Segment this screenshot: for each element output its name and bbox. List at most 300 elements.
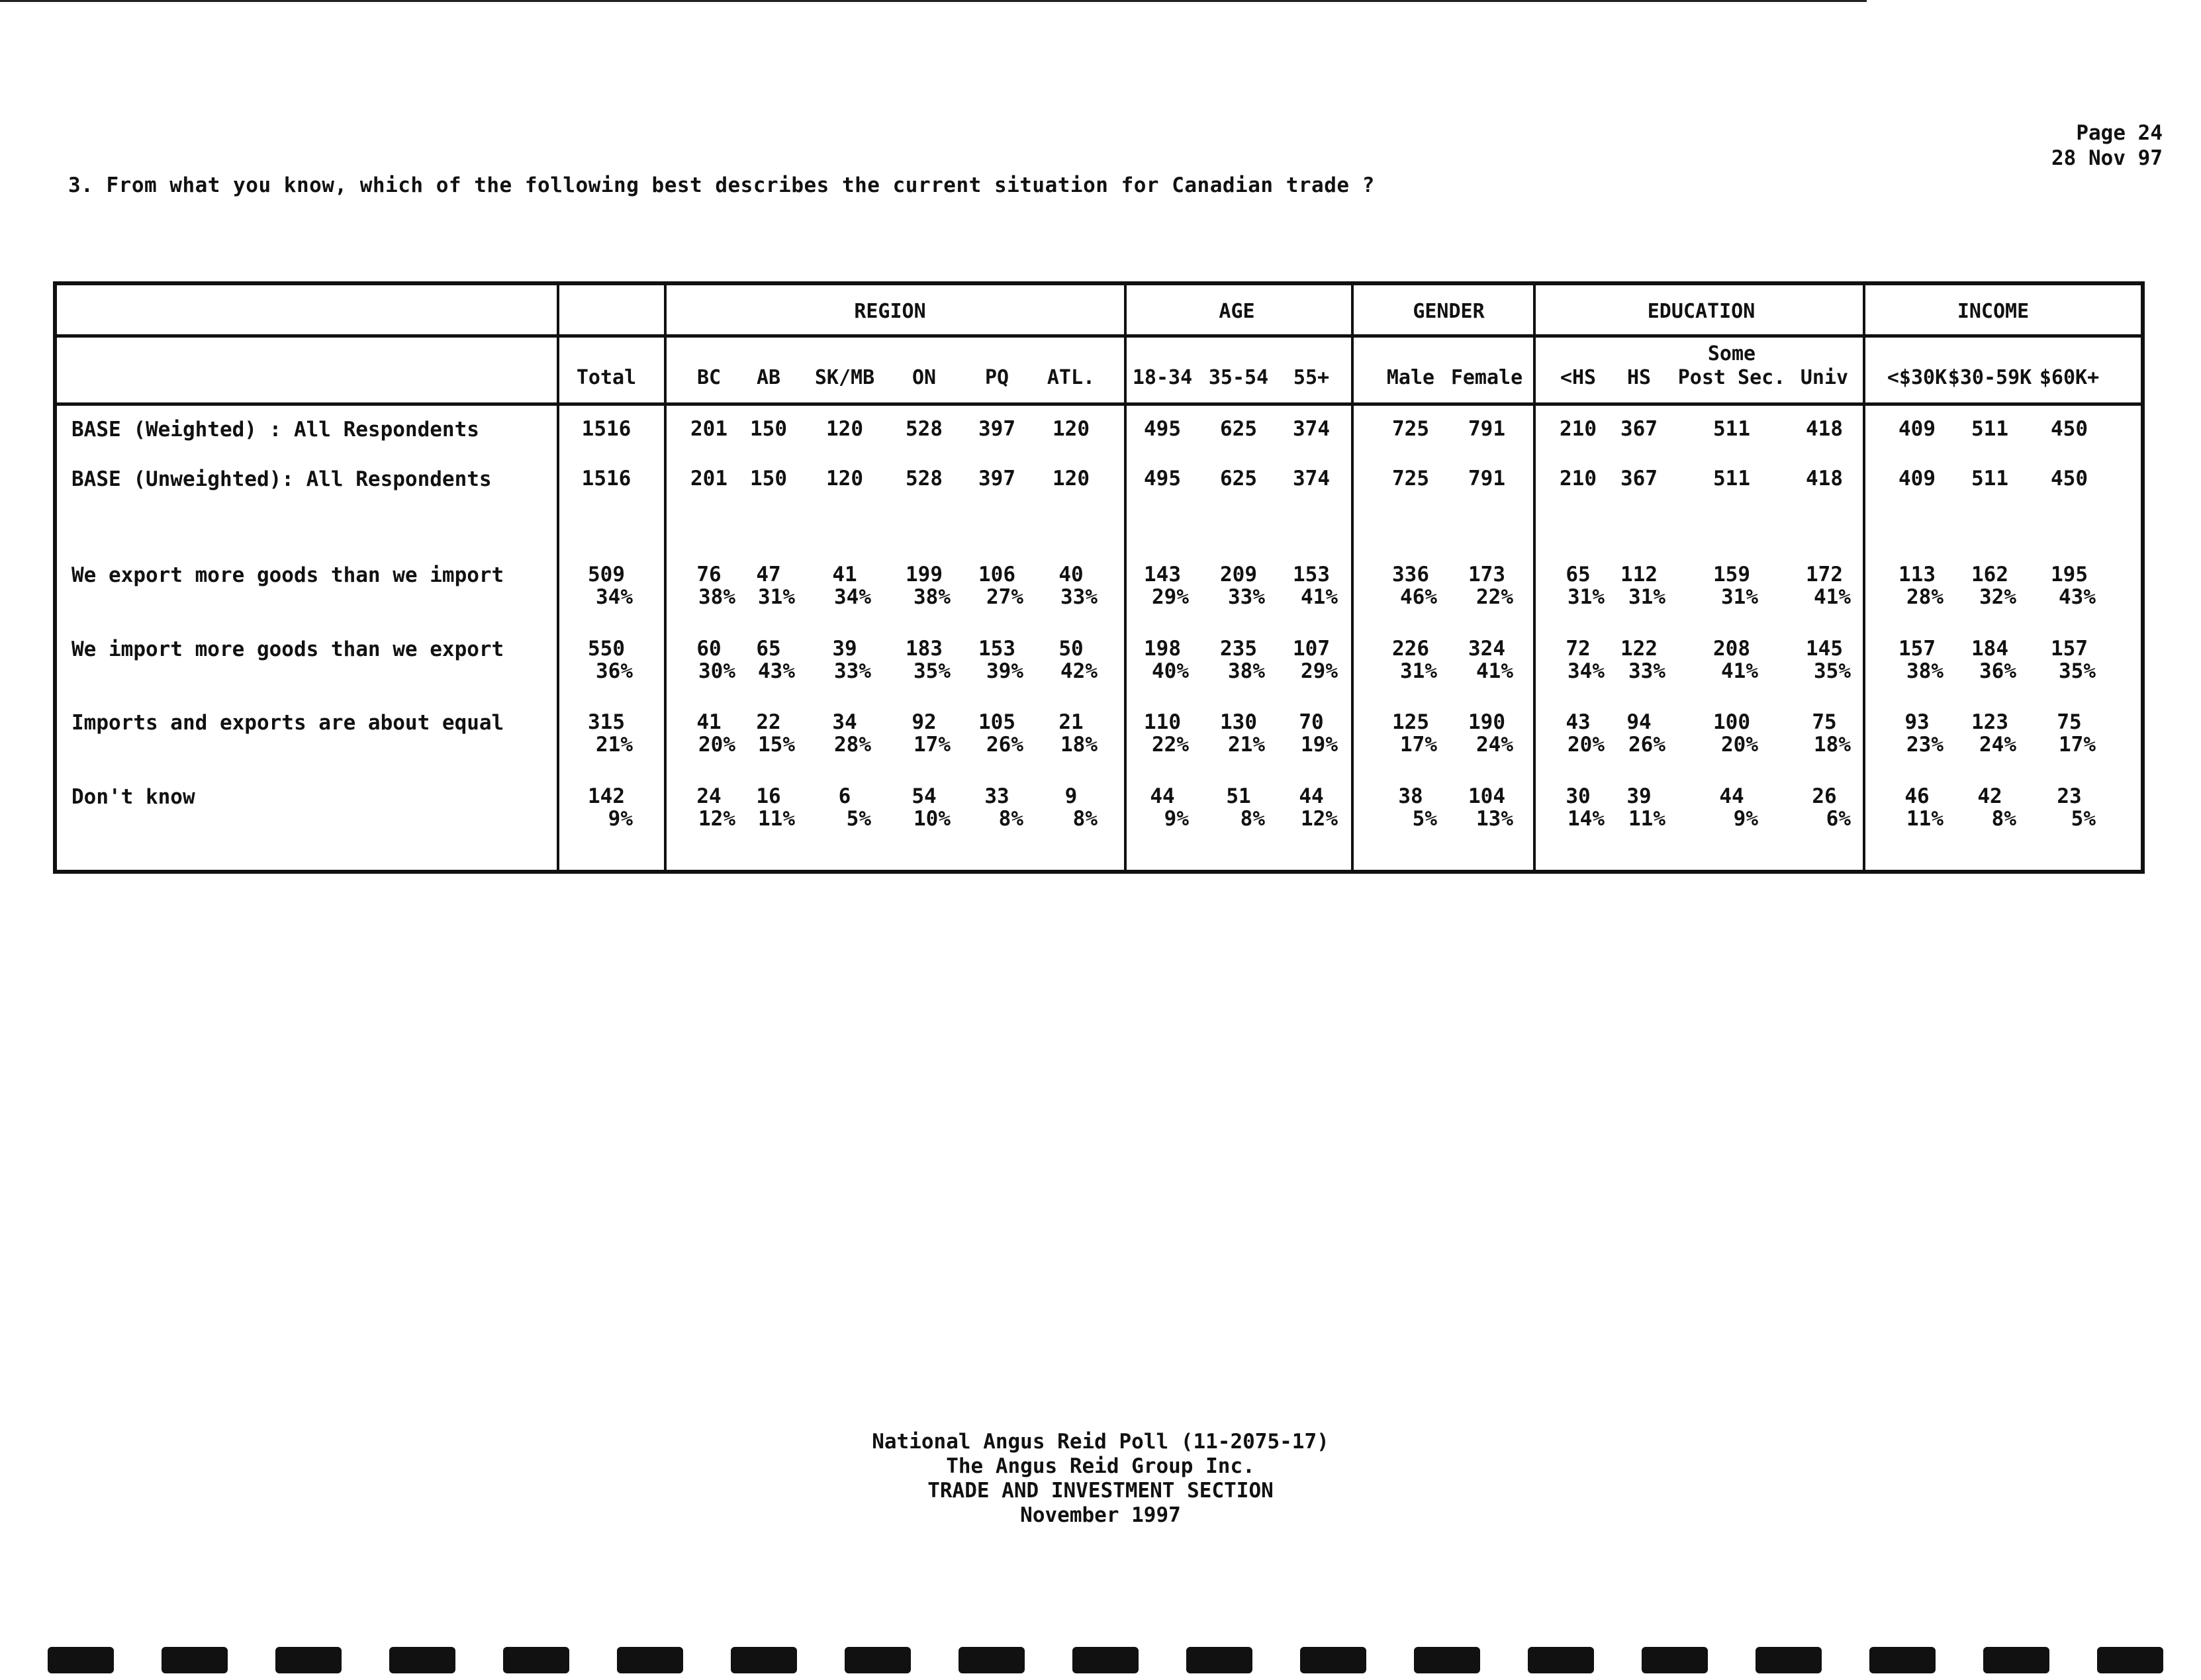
group-header: EDUCATION	[1647, 300, 1756, 323]
table-cell	[818, 418, 871, 440]
cell-percent: 15%	[758, 733, 795, 757]
table-cell	[1705, 711, 1758, 756]
table-cell	[1798, 711, 1851, 756]
cell-count: 150	[750, 417, 787, 441]
table-cell	[818, 563, 871, 608]
cell-count: 43	[1566, 710, 1591, 734]
feed-hole	[731, 1647, 797, 1673]
table-cell	[1613, 711, 1665, 756]
cell-percent: 22%	[1476, 585, 1513, 609]
row-label: Don't know	[71, 785, 195, 809]
column-header: HS	[1626, 366, 1652, 389]
table-cell	[1460, 637, 1513, 682]
table-cell	[1705, 467, 1758, 490]
cell-percent: 38%	[698, 585, 735, 609]
cell-percent: 29%	[1301, 659, 1338, 683]
cell-count: 791	[1468, 417, 1505, 441]
table-cell	[1045, 467, 1098, 490]
feed-hole	[2097, 1647, 2163, 1673]
table-cell	[2043, 711, 2096, 756]
cell-percent: 21%	[596, 733, 633, 757]
feed-hole	[1642, 1647, 1708, 1673]
cell-percent: 5%	[846, 807, 871, 831]
table-cell	[1460, 467, 1513, 490]
cell-count: 725	[1392, 417, 1429, 441]
cell-count: 528	[906, 417, 943, 441]
table-cell	[898, 563, 951, 608]
cell-count: 51	[1226, 784, 1251, 808]
cell-count: 125	[1392, 710, 1429, 734]
table-cell	[1963, 785, 2016, 830]
feed-hole	[503, 1647, 569, 1673]
page-date: 28 Nov 97	[2051, 146, 2163, 170]
cell-count: 367	[1620, 417, 1658, 441]
column-header: 55+	[1293, 366, 1330, 389]
cell-count: 190	[1468, 710, 1505, 734]
cell-count: 450	[2051, 467, 2088, 490]
cell-percent: 38%	[1906, 659, 1943, 683]
cell-count: 495	[1144, 467, 1181, 490]
cell-percent: 36%	[1979, 659, 2016, 683]
table-cell	[970, 637, 1023, 682]
cell-count: 511	[1713, 417, 1750, 441]
cell-percent: 31%	[758, 585, 795, 609]
cell-count: 39	[1626, 784, 1652, 808]
cell-count: 157	[1898, 637, 1936, 661]
cell-percent: 39%	[986, 659, 1023, 683]
cell-count: 226	[1392, 637, 1429, 661]
table-cell	[580, 711, 633, 756]
cell-count: 60	[696, 637, 722, 661]
cell-percent: 12%	[698, 807, 735, 831]
cell-percent: 43%	[758, 659, 795, 683]
table-cell	[1285, 563, 1338, 608]
table-cell	[580, 637, 633, 682]
cell-count: 33	[984, 784, 1009, 808]
cell-percent: 24%	[1476, 733, 1513, 757]
column-separator	[1863, 285, 1865, 870]
cell-count: 150	[750, 467, 787, 490]
table-cell	[898, 418, 951, 440]
cell-percent: 17%	[2059, 733, 2096, 757]
column-header: 18-34	[1132, 366, 1193, 389]
feed-hole	[275, 1647, 342, 1673]
cell-count: 123	[1971, 710, 2008, 734]
row-label: We export more goods than we import	[71, 563, 504, 587]
cell-percent: 8%	[998, 807, 1023, 831]
cell-count: 41	[696, 710, 722, 734]
cell-count: 209	[1220, 563, 1257, 586]
cell-percent: 42%	[1060, 659, 1098, 683]
column-separator	[664, 285, 667, 870]
cell-count: 157	[2051, 637, 2088, 661]
cell-count: 50	[1058, 637, 1084, 661]
column-header: Total	[576, 366, 637, 389]
table-cell	[1136, 711, 1189, 756]
table-cell	[1891, 418, 1943, 440]
cell-count: 198	[1144, 637, 1181, 661]
cell-count: 495	[1144, 417, 1181, 441]
cell-count: 625	[1220, 467, 1257, 490]
table-cell	[1963, 418, 2016, 440]
cell-percent: 8%	[1072, 807, 1098, 831]
cell-percent: 22%	[1152, 733, 1189, 757]
feed-hole	[1414, 1647, 1480, 1673]
column-header-divider	[57, 402, 2141, 406]
table-cell	[682, 711, 735, 756]
cell-count: 1516	[581, 417, 632, 441]
table-cell	[1045, 418, 1098, 440]
cell-percent: 28%	[1906, 585, 1943, 609]
feed-hole	[1072, 1647, 1139, 1673]
cell-percent: 10%	[913, 807, 951, 831]
crosstab-table	[53, 281, 2145, 874]
column-header: ATL.	[1047, 366, 1096, 389]
table-cell	[2043, 418, 2096, 440]
cell-percent: 33%	[1628, 659, 1665, 683]
table-cell	[1552, 785, 1605, 830]
table-cell	[970, 785, 1023, 830]
cell-percent: 14%	[1568, 807, 1605, 831]
cell-percent: 26%	[1628, 733, 1665, 757]
cell-count: 195	[2051, 563, 2088, 586]
table-cell	[742, 711, 795, 756]
cell-count: 54	[912, 784, 937, 808]
table-cell	[1613, 418, 1665, 440]
cell-count: 172	[1806, 563, 1843, 586]
cell-percent: 17%	[1400, 733, 1437, 757]
cell-count: 183	[906, 637, 943, 661]
cell-count: 201	[690, 417, 727, 441]
cell-count: 409	[1898, 417, 1936, 441]
cell-count: 47	[756, 563, 781, 586]
cell-percent: 34%	[834, 585, 871, 609]
cell-count: 110	[1144, 710, 1181, 734]
row-label: Imports and exports are about equal	[71, 711, 504, 735]
cell-percent: 35%	[1814, 659, 1851, 683]
column-header: SK/MB	[814, 366, 875, 389]
cell-count: 511	[1971, 417, 2008, 441]
cell-count: 41	[832, 563, 857, 586]
table-cell	[2043, 563, 2096, 608]
cell-percent: 35%	[2059, 659, 2096, 683]
table-cell	[682, 637, 735, 682]
cell-percent: 31%	[1628, 585, 1665, 609]
cell-count: 65	[756, 637, 781, 661]
table-cell	[1045, 637, 1098, 682]
cell-count: 65	[1566, 563, 1591, 586]
row-label: BASE (Weighted) : All Respondents	[71, 418, 479, 442]
table-cell	[1384, 711, 1437, 756]
table-cell	[1212, 637, 1265, 682]
cell-count: 26	[1812, 784, 1837, 808]
table-cell	[1798, 563, 1851, 608]
group-header: REGION	[854, 300, 926, 323]
table-cell	[1552, 711, 1605, 756]
table-cell	[1705, 637, 1758, 682]
column-separator	[1533, 285, 1536, 870]
cell-count: 336	[1392, 563, 1429, 586]
cell-count: 1516	[581, 467, 632, 490]
cell-percent: 18%	[1060, 733, 1098, 757]
table-cell	[1384, 563, 1437, 608]
table-cell	[1552, 467, 1605, 490]
cell-count: 42	[1977, 784, 2002, 808]
cell-percent: 34%	[1568, 659, 1605, 683]
cell-count: 39	[832, 637, 857, 661]
column-header: Female	[1450, 366, 1523, 389]
cell-count: 120	[1053, 417, 1090, 441]
table-cell	[1384, 785, 1437, 830]
cell-percent: 5%	[2071, 807, 2096, 831]
table-cell	[1798, 637, 1851, 682]
cell-percent: 9%	[1164, 807, 1189, 831]
feed-hole	[1756, 1647, 1822, 1673]
cell-percent: 11%	[758, 807, 795, 831]
cell-count: 113	[1898, 563, 1936, 586]
column-header: AB	[756, 366, 781, 389]
cell-count: 550	[588, 637, 625, 661]
cell-count: 122	[1620, 637, 1658, 661]
feed-hole	[1869, 1647, 1936, 1673]
cell-count: 397	[978, 467, 1015, 490]
cell-count: 418	[1806, 417, 1843, 441]
table-cell	[2043, 467, 2096, 490]
cell-percent: 32%	[1979, 585, 2016, 609]
cell-count: 184	[1971, 637, 2008, 661]
cell-count: 725	[1392, 467, 1429, 490]
feed-hole	[1528, 1647, 1594, 1673]
cell-percent: 18%	[1814, 733, 1851, 757]
table-cell	[1045, 711, 1098, 756]
cell-percent: 24%	[1979, 733, 2016, 757]
footer	[0, 1430, 2201, 1528]
cell-percent: 5%	[1412, 807, 1437, 831]
table-cell	[1136, 467, 1189, 490]
table-cell	[682, 467, 735, 490]
table-cell	[742, 637, 795, 682]
table-cell	[1212, 467, 1265, 490]
column-separator	[1124, 285, 1127, 870]
footer-company: The Angus Reid Group Inc.	[946, 1454, 1255, 1478]
cell-percent: 19%	[1301, 733, 1338, 757]
table-cell	[1552, 637, 1605, 682]
cell-count: 324	[1468, 637, 1505, 661]
cell-percent: 9%	[608, 807, 633, 831]
feed-hole	[959, 1647, 1025, 1673]
table-cell	[1891, 563, 1943, 608]
tractor-feed-holes	[0, 1647, 2201, 1673]
cell-count: 120	[826, 417, 863, 441]
column-header: Male	[1386, 366, 1435, 389]
cell-percent: 33%	[834, 659, 871, 683]
column-header: $30-59K	[1947, 366, 2032, 389]
column-header: <HS	[1560, 366, 1597, 389]
table-cell	[1891, 711, 1943, 756]
table-cell	[1798, 418, 1851, 440]
cell-count: 44	[1299, 784, 1324, 808]
cell-count: 130	[1220, 710, 1257, 734]
table-cell	[1136, 563, 1189, 608]
cell-count: 21	[1058, 710, 1084, 734]
table-cell	[1285, 785, 1338, 830]
cell-count: 315	[588, 710, 625, 734]
cell-count: 153	[978, 637, 1015, 661]
group-header: AGE	[1219, 300, 1255, 323]
table-cell	[2043, 637, 2096, 682]
cell-count: 46	[1904, 784, 1930, 808]
cell-percent: 8%	[1991, 807, 2016, 831]
table-cell	[898, 711, 951, 756]
cell-percent: 23%	[1906, 733, 1943, 757]
table-cell	[1552, 563, 1605, 608]
footer-poll-name: National Angus Reid Poll (11-2075-17)	[872, 1430, 1329, 1454]
table-cell	[682, 563, 735, 608]
table-cell	[1963, 467, 2016, 490]
cell-count: 76	[696, 563, 722, 586]
table-cell	[818, 711, 871, 756]
feed-hole	[1983, 1647, 2049, 1673]
table-cell	[1212, 711, 1265, 756]
table-cell	[898, 637, 951, 682]
cell-count: 22	[756, 710, 781, 734]
cell-percent: 29%	[1152, 585, 1189, 609]
table-cell	[1613, 563, 1665, 608]
column-header: ON	[912, 366, 937, 389]
column-header: PQ	[984, 366, 1009, 389]
column-separator	[557, 285, 559, 870]
group-header: GENDER	[1413, 300, 1485, 323]
cell-count: 16	[756, 784, 781, 808]
table-cell	[580, 467, 633, 490]
group-header: INCOME	[1957, 300, 2030, 323]
cell-percent: 41%	[1476, 659, 1513, 683]
cell-percent: 20%	[1721, 733, 1758, 757]
table-cell	[970, 467, 1023, 490]
table-cell	[1891, 467, 1943, 490]
cell-percent: 40%	[1152, 659, 1189, 683]
cell-count: 367	[1620, 467, 1658, 490]
table-cell	[1798, 785, 1851, 830]
feed-hole	[162, 1647, 228, 1673]
table-cell	[818, 637, 871, 682]
table-cell	[1285, 467, 1338, 490]
table-cell	[1460, 418, 1513, 440]
cell-count: 107	[1293, 637, 1330, 661]
table-cell	[1384, 418, 1437, 440]
cell-count: 374	[1293, 417, 1330, 441]
cell-count: 106	[978, 563, 1015, 586]
cell-percent: 28%	[834, 733, 871, 757]
cell-percent: 43%	[2059, 585, 2096, 609]
table-cell	[1613, 637, 1665, 682]
cell-percent: 20%	[698, 733, 735, 757]
cell-percent: 31%	[1568, 585, 1605, 609]
column-separator	[1351, 285, 1354, 870]
cell-count: 40	[1058, 563, 1084, 586]
table-cell	[742, 418, 795, 440]
page-number: Page 24	[2076, 121, 2163, 145]
table-cell	[1460, 563, 1513, 608]
page-info	[2051, 120, 2163, 171]
cell-percent: 12%	[1301, 807, 1338, 831]
table-cell	[1891, 637, 1943, 682]
cell-count: 105	[978, 710, 1015, 734]
cell-percent: 20%	[1568, 733, 1605, 757]
cell-percent: 36%	[596, 659, 633, 683]
cell-count: 511	[1971, 467, 2008, 490]
cell-percent: 30%	[698, 659, 735, 683]
table-cell	[1891, 785, 1943, 830]
cell-count: 38	[1398, 784, 1423, 808]
cell-count: 9	[1064, 784, 1078, 808]
cell-count: 153	[1293, 563, 1330, 586]
cell-count: 120	[1053, 467, 1090, 490]
cell-percent: 21%	[1228, 733, 1265, 757]
column-header: BC	[696, 366, 722, 389]
cell-count: 143	[1144, 563, 1181, 586]
table-cell	[580, 418, 633, 440]
column-header: $60K+	[2039, 366, 2100, 389]
cell-count: 374	[1293, 467, 1330, 490]
table-cell	[1963, 637, 2016, 682]
table-cell	[1045, 563, 1098, 608]
table-cell	[742, 467, 795, 490]
table-cell	[2043, 785, 2096, 830]
table-cell	[1963, 711, 2016, 756]
cell-percent: 11%	[1906, 807, 1943, 831]
table-cell	[1613, 785, 1665, 830]
cell-count: 34	[832, 710, 857, 734]
table-cell	[1285, 418, 1338, 440]
table-cell	[1212, 785, 1265, 830]
table-cell	[1798, 467, 1851, 490]
table-cell	[1963, 563, 2016, 608]
footer-date: November 1997	[1020, 1503, 1181, 1527]
table-cell	[818, 467, 871, 490]
column-header: <$30K	[1887, 366, 1947, 389]
cell-count: 528	[906, 467, 943, 490]
feed-hole	[1186, 1647, 1252, 1673]
column-header: 35-54	[1208, 366, 1269, 389]
cell-percent: 31%	[1400, 659, 1437, 683]
cell-percent: 31%	[1721, 585, 1758, 609]
cell-count: 93	[1904, 710, 1930, 734]
table-cell	[1136, 418, 1189, 440]
footer-section: TRADE AND INVESTMENT SECTION	[927, 1479, 1274, 1503]
cell-percent: 41%	[1301, 585, 1338, 609]
cell-count: 100	[1713, 710, 1750, 734]
table-cell	[898, 467, 951, 490]
table-cell	[1384, 637, 1437, 682]
cell-count: 208	[1713, 637, 1750, 661]
cell-count: 450	[2051, 417, 2088, 441]
table-cell	[682, 785, 735, 830]
cell-count: 104	[1468, 784, 1505, 808]
row-label: BASE (Unweighted): All Respondents	[71, 467, 492, 491]
row-label: We import more goods than we export	[71, 637, 504, 661]
table-cell	[1460, 785, 1513, 830]
cell-percent: 38%	[1228, 659, 1265, 683]
cell-count: 75	[1812, 710, 1837, 734]
cell-count: 44	[1719, 784, 1744, 808]
table-cell	[1705, 418, 1758, 440]
cell-percent: 27%	[986, 585, 1023, 609]
cell-count: 791	[1468, 467, 1505, 490]
table-cell	[898, 785, 951, 830]
cell-percent: 8%	[1240, 807, 1265, 831]
cell-percent: 11%	[1628, 807, 1665, 831]
